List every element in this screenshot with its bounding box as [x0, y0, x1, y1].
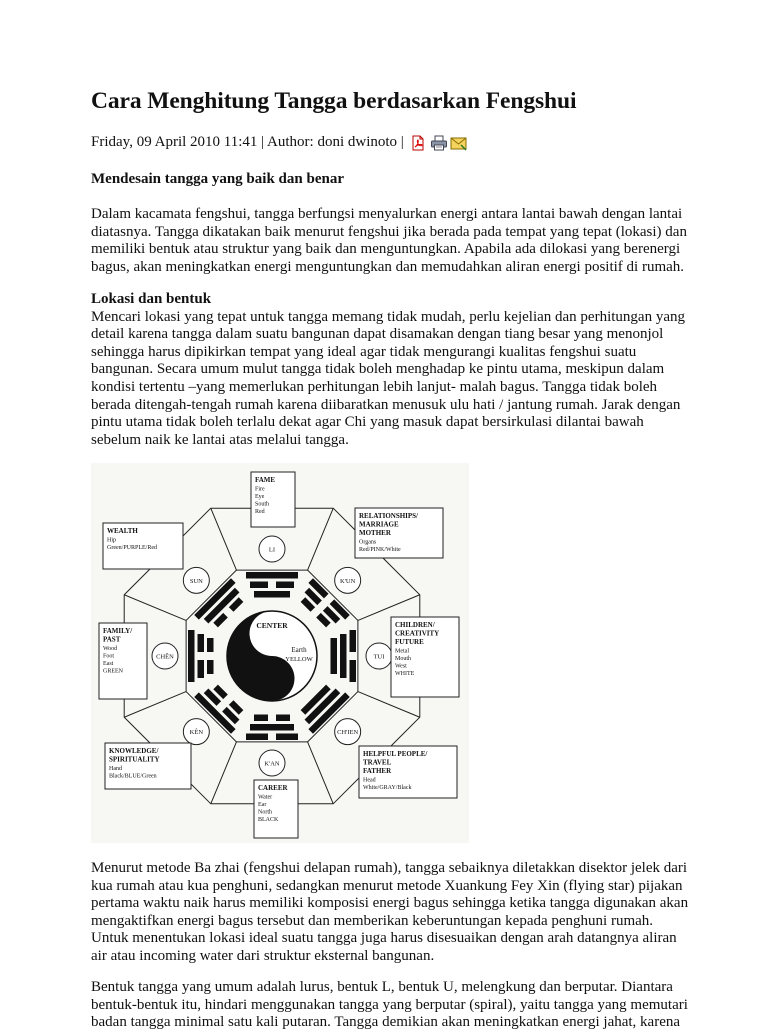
relationships-title: MARRIAGE — [359, 520, 399, 529]
text-line: pertama waktu naik harus memiliki komposisi energi bagus sehingga ketika tangga digunakan akan — [91, 895, 689, 912]
trigram-bar — [207, 660, 214, 674]
text-line: sehingga harus dipikirkan tempat yang ideal agar tidak mengurangi kualitas fengshui suatu — [91, 343, 637, 360]
career-line: Ear — [258, 802, 267, 808]
text-line: Menurut metode Ba zhai (fengshui delapan rumah), tangga sebaiknya diletakkan disektor jelek dari — [91, 860, 688, 876]
trigram-bar — [254, 715, 268, 722]
text-line: berada ditengah-tengah rumah karena diibaratkan menusuk ulu hati / jantung rumah. Jarak dengan — [91, 396, 681, 413]
trigram-bar — [188, 630, 195, 682]
relationships-title: RELATIONSHIPS/ — [359, 512, 418, 520]
trigram-bar — [276, 582, 294, 589]
trigram-bar — [198, 634, 205, 652]
family-line: Foot — [103, 653, 115, 660]
helpful-title: HELPFUL PEOPLE/ — [363, 750, 428, 758]
trigram-bar — [246, 572, 298, 579]
trigram-bar — [276, 715, 290, 722]
trigram-bar — [246, 734, 268, 741]
fame-title: FAME — [255, 476, 276, 484]
sector-divider — [211, 508, 237, 570]
trigram-bar — [331, 638, 338, 674]
fame-line: Fire — [255, 486, 265, 493]
text-line: mengaktifkan energi bagus tersebut dan memberikan keberuntungan kepada penghuni rumah. — [91, 912, 654, 929]
trigram-bar — [254, 591, 290, 598]
article-title: Cara Menghitung Tangga berdasarkan Fengshui — [91, 88, 577, 114]
paragraph-lokasi — [91, 309, 691, 450]
helpful-line: Head — [363, 777, 376, 784]
paragraph-metode — [91, 860, 691, 966]
children-line: WHITE — [395, 671, 415, 677]
sector-divider — [124, 595, 186, 621]
paragraph-intro — [91, 206, 691, 276]
helpful-title: FATHER — [363, 767, 392, 775]
knowledge-line: Hand — [109, 766, 122, 772]
children-title: CHILDREN/ — [395, 621, 435, 629]
trigram-bar — [207, 638, 214, 652]
family-line: Wood — [103, 646, 118, 652]
wealth-line: Green/PURPLE/Red — [107, 545, 157, 551]
trigram-name: CH'IEN — [337, 729, 359, 737]
text-line: bagus, akan meningkatkan energi menguntungkan dan memudahkan aliran energi positif di rumah. — [91, 258, 685, 275]
fame-line: Eye — [255, 494, 265, 500]
trigram-bar — [250, 724, 294, 731]
text-line: Dalam kacamata fengshui, tangga berfungsi menyalurkan energi antara lantai bawah dengan lantai — [91, 206, 683, 222]
text-line: Mencari lokasi yang tepat untuk tangga memang tidak mudah, perlu kejelian dan perhitungan yang — [91, 308, 685, 325]
relationships-line: Red/PINK/White — [359, 547, 401, 553]
career-line: BLACK — [258, 817, 279, 823]
family-title: PAST — [103, 635, 121, 644]
trigram-name: K'UN — [340, 577, 356, 585]
meta-text: Friday, 09 April 2010 11:41 | Author: doni dwinoto | — [91, 134, 404, 150]
trigram-name: CHÊN — [156, 653, 174, 661]
text-line: pintu utama tidak boleh terlalu dekat agar Chi yang masuk dapat bersirkulasi dilantai bawah — [91, 414, 644, 431]
trigram-name: K'AN — [264, 760, 280, 768]
children-line: Metal — [395, 648, 409, 655]
children-line: West — [395, 663, 407, 670]
article-meta — [91, 134, 466, 151]
pdf-icon[interactable] — [410, 135, 426, 151]
career-line: Water — [258, 794, 273, 801]
relationships-line: Organs — [359, 539, 377, 546]
trigram — [246, 572, 298, 598]
helpful-line: White/GRAY/Black — [363, 785, 412, 791]
section-heading: Lokasi dan bentuk — [91, 291, 212, 307]
knowledge-title: KNOWLEDGE/ — [109, 747, 159, 755]
bagua-diagram — [91, 463, 469, 843]
trigram-bar — [198, 660, 205, 678]
trigram-name: LI — [268, 546, 276, 554]
text-line: detail karena tangga dalam suatu bangunan dapat disamakan dengan tiang besar yang menonjol — [91, 326, 664, 343]
trigram-bar — [276, 734, 298, 741]
helpful-title: TRAVEL — [363, 758, 392, 767]
trigram-bar — [350, 630, 357, 652]
center-color: YELLOW — [285, 656, 313, 663]
trigram — [246, 715, 298, 741]
family-line: East — [103, 661, 114, 667]
trigram-bar — [250, 582, 268, 589]
career-line: North — [258, 809, 272, 816]
sector-divider — [211, 742, 237, 804]
center-element: Earth — [291, 646, 307, 654]
wealth-title: WEALTH — [107, 527, 138, 535]
trigram-name: KÊN — [189, 729, 204, 737]
trigram-name: TUI — [373, 653, 385, 661]
trigram-bar — [350, 660, 357, 682]
family-line: GREEN — [103, 668, 123, 675]
text-line: air atau incoming water dari struktur eksternal bangunan. — [91, 947, 435, 964]
center-label: CENTER — [256, 621, 288, 630]
trigram — [188, 630, 214, 682]
text-line: diatasnya. Tangga dikatakan baik menurut fengshui jika berada pada tempat yang tepat (lokasi) dan — [91, 223, 687, 240]
children-line: Mouth — [395, 656, 412, 662]
text-line: kua rumah atau kua penghuni, sedangkan menurut metode Xuankung Fey Xin (flying star) pijakan — [91, 877, 683, 894]
text-line: memiliki bentuk atau struktur yang baik dan menguntungkan. Apabila ada dilokasi yang berenergi — [91, 241, 681, 258]
trigram-name: SUN — [189, 577, 203, 585]
fame-line: South — [255, 501, 270, 508]
text-line: bangunan. Secara umum mulut tangga tidak boleh menghadap ke pintu utama, meskipun dalam — [91, 361, 665, 378]
email-icon[interactable] — [450, 135, 466, 151]
fame-line: Red — [255, 509, 265, 515]
children-title: CREATIVITY — [395, 629, 440, 638]
relationships-title: MOTHER — [359, 529, 391, 537]
trigram-bar — [340, 634, 347, 678]
family-title: FAMILY/ — [103, 627, 133, 635]
text-line: kondisi tertentu –yang memerlukan perhitungan lebih lanjut- malah bagus. Tangga tidak boleh — [91, 378, 658, 395]
text-line: Untuk menentukan lokasi ideal suatu tangga juga harus disesuaikan dengan arah datangnya aliran — [91, 930, 677, 947]
wealth-line: Hip — [107, 537, 116, 544]
knowledge-line: Black/BLUE/Green — [109, 773, 157, 780]
children-title: FUTURE — [395, 638, 424, 646]
section-lokasi — [91, 291, 691, 449]
text-line: bentuk-bentuk itu, hindari menggunakan tangga yang berputar (spiral), yaitu tangga yang memutari — [91, 996, 688, 1013]
text-line: Bentuk tangga yang umum adalah lurus, bentuk L, bentuk U, melengkung dan berputar. Diantara — [91, 979, 673, 995]
career-title: CAREER — [258, 784, 288, 792]
trigram — [331, 630, 357, 682]
text-line: badan tangga minimal satu kali putaran. Tangga demikian akan meningkatkan energi jahat, karena — [91, 1014, 681, 1031]
print-icon[interactable] — [430, 135, 446, 151]
text-line: sebelum naik ke lantai atas melalui tangga. — [91, 431, 349, 448]
yang-dot — [266, 673, 278, 685]
article-subtitle: Mendesain tangga yang baik dan benar — [91, 171, 344, 187]
knowledge-title: SPIRITUALITY — [109, 755, 160, 764]
sector-divider — [308, 508, 334, 570]
sector-divider — [308, 742, 334, 804]
